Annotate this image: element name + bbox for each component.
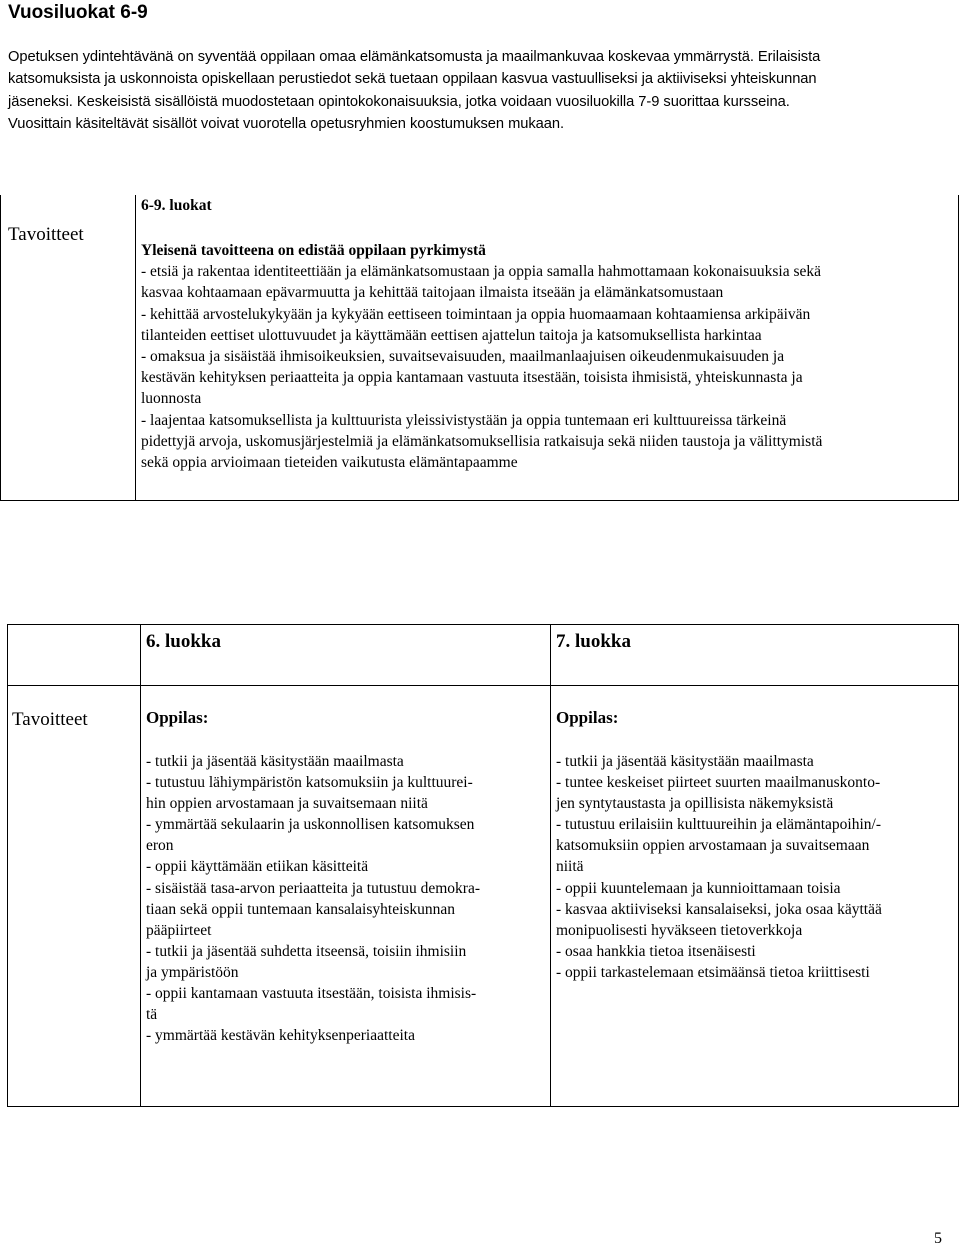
list-item: ja ympäristöön	[146, 963, 239, 981]
table1-line: - laajentaa katsomuksellista ja kulttuurista yleissivistystään ja oppia tuntemaan eri kulttuureissa tärkeinä	[141, 411, 787, 429]
list-item: - sisäistää tasa-arvon periaatteita ja tutustuu demokra-	[146, 879, 480, 897]
list-item: - oppii käyttämään etiikan käsitteitä	[146, 858, 369, 876]
list-item: - oppii kantamaan vastuuta itsestään, toisista ihmisis-	[146, 985, 477, 1003]
list-item: - tutustuu erilaisiin kulttuureihin ja elämäntapoihin/-	[556, 816, 882, 834]
list-item: - oppii tarkastelemaan etsimäänsä tietoa kriittisesti	[556, 963, 870, 981]
list-item: - ymmärtää kestävän kehityksenperiaatteita	[146, 1027, 415, 1045]
intro-line: katsomuksista ja uskonnoista opiskellaan perustiedot sekä tuetaan oppilaan kasvua vastuulliseksi ja aktiiviseksi yhteiskunnan	[8, 71, 817, 88]
list-item: - osaa hankkia tietoa itsenäisesti	[556, 942, 756, 960]
list-item: monipuolisesti hyväkseen tietoverkkoja	[556, 921, 803, 939]
table2-grade7-header: 7. luokka	[556, 631, 631, 652]
page-number: 5	[934, 1230, 942, 1247]
list-item: tiaan sekä oppii tuntemaan kansalaisyhteiskunnan	[146, 900, 456, 918]
table1-body	[141, 240, 956, 473]
list-item: katsomuksiin oppien arvostamaan ja suvaitsemaan	[556, 837, 870, 855]
list-item: tä	[146, 1006, 158, 1024]
table1-line: sekä oppia arvioimaan tieteiden vaikutusta elämäntapaamme	[141, 454, 518, 472]
list-item: - tutkii ja jäsentää suhdetta itseensä, toisiin ihmisiin	[146, 942, 467, 960]
intro-line: Vuosittain käsiteltävät sisällöt voivat vuorotella opetusryhmien koostumuksen mukaan.	[8, 115, 565, 132]
table2-row-label: Tavoitteet	[12, 709, 88, 730]
list-item: - oppii kuuntelemaan ja kunnioittamaan toisia	[556, 879, 841, 897]
table1-line: pidettyjä arvoja, uskomusjärjestelmiä ja elämänkatsomuksellisia ratkaisuja sekä niiden taustoja ja välittymistä	[141, 432, 823, 450]
table1-line: - etsiä ja rakentaa identiteettiään ja elämänkatsomustaan ja oppia samalla hahmottamaan kokonaisuuksia sekä	[141, 263, 822, 281]
list-item: - tutkii ja jäsentää käsitystään maailmasta	[146, 753, 404, 770]
list-item: - ymmärtää sekulaarin ja uskonnollisen katsomuksen	[146, 816, 475, 834]
intro-paragraph	[8, 46, 956, 135]
table1-line: kestävän kehityksen periaatteita ja oppia kantamaan vastuuta itsestään, toisista ihmisistä, yhteiskunnasta ja	[141, 369, 803, 387]
list-item: niitä	[556, 858, 584, 876]
list-item: - tutkii ja jäsentää käsitystään maailmasta	[556, 753, 814, 770]
list-item: - tuntee keskeiset piirteet suurten maailmanuskonto-	[556, 774, 881, 792]
list-item: - tutustuu lähiympäristön katsomuksiin ja kulttuurei-	[146, 774, 473, 792]
list-item: hin oppien arvostamaan ja suvaitsemaan niitä	[146, 795, 428, 813]
table1-line: luonnosta	[141, 390, 202, 408]
table2-grade6-heading: Oppilas:	[146, 708, 209, 727]
list-item: jen syntytaustasta ja opillisista näkemyksistä	[556, 795, 834, 813]
intro-line: jäseneksi. Keskeisistä sisällöistä muodostetaan opintokokonaisuuksia, jotka voidaan vuosiluokilla 7-9 suorittaa kursseina.	[8, 93, 790, 110]
table2-grade6-header: 6. luokka	[146, 631, 221, 652]
table1-header: 6-9. luokat	[141, 197, 212, 214]
list-item: - kasvaa aktiiviseksi kansalaiseksi, joka osaa käyttää	[556, 900, 882, 918]
table1-line: - kehittää arvostelukykyään ja kykyään eettiseen toimintaan ja oppia huomaamaan kohtaamiensa arkipäivän	[141, 305, 811, 323]
table2-grade6-cell	[146, 707, 546, 1046]
table2-grade7-heading: Oppilas:	[556, 708, 619, 727]
list-item: pääpiirteet	[146, 921, 212, 939]
table1-line: - omaksua ja sisäistää ihmisoikeuksien, suvaitsevaisuuden, maailmanlaajuisen oikeudenmukaisuuden ja	[141, 348, 785, 366]
table1-lead: Yleisenä tavoitteena on edistää oppilaan pyrkimystä	[141, 242, 486, 259]
list-item: eron	[146, 837, 174, 855]
page-title: Vuosiluokat 6-9	[8, 2, 148, 23]
table2-grade7-cell	[556, 707, 954, 983]
table1-line: tilanteiden eettiset ulottuvuudet ja käyttämään eettisen ajattelun taitoja ja katsomuksellista harkintaa	[141, 326, 762, 344]
table1-line: kasvaa kohtaamaan epävarmuutta ja kehittää taitojaan ilmaista itseään ja elämänkatsomustaan	[141, 284, 724, 302]
intro-line: Opetuksen ydintehtävänä on syventää oppilaan omaa elämänkatsomusta ja maailmankuvaa koskevaa ymmärrystä. Erilaisista	[8, 49, 821, 65]
table1-row-label: Tavoitteet	[8, 224, 84, 245]
